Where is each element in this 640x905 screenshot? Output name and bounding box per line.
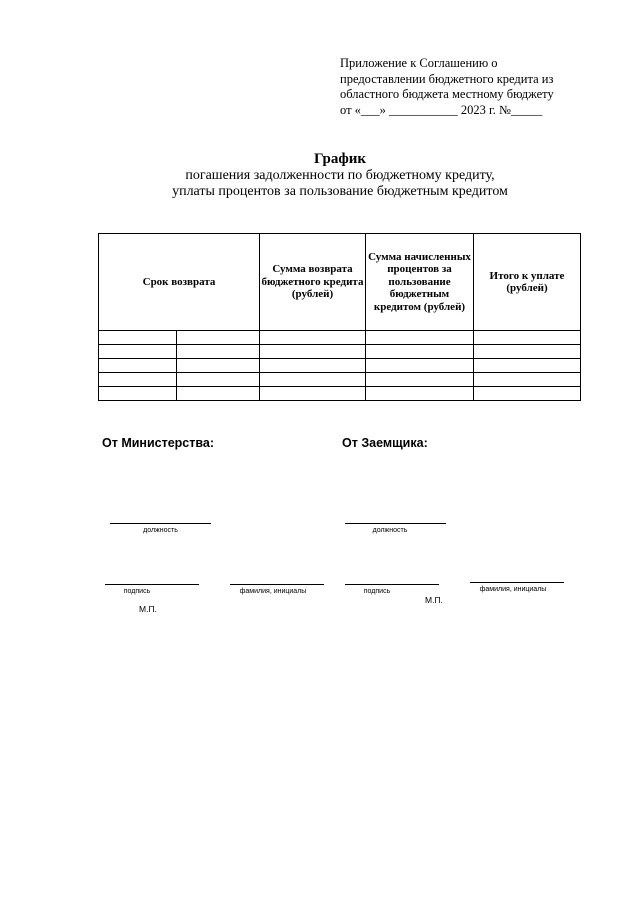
borrower-label: От Заемщика: xyxy=(342,436,428,450)
table-cell[interactable] xyxy=(260,345,366,359)
appendix-line: предоставлении бюджетного кредита из xyxy=(340,71,554,86)
header-due-date: Срок возврата xyxy=(99,234,260,331)
appendix-line: областного бюджета местному бюджету xyxy=(340,87,554,101)
table-cell[interactable] xyxy=(366,345,474,359)
ministry-position-line[interactable] xyxy=(110,523,211,524)
appendix-line: Приложение к Соглашению о xyxy=(340,56,498,70)
borrower-position-caption: должность xyxy=(372,527,408,534)
table-cell[interactable] xyxy=(366,359,474,373)
table-row xyxy=(99,373,581,387)
borrower-seal-mark: М.П. xyxy=(425,595,443,605)
table-cell[interactable] xyxy=(260,373,366,387)
table-cell[interactable] xyxy=(177,359,260,373)
table-cell[interactable] xyxy=(99,373,177,387)
table-row xyxy=(99,387,581,401)
table-cell[interactable] xyxy=(366,331,474,345)
table-cell[interactable] xyxy=(99,387,177,401)
table-cell[interactable] xyxy=(366,373,474,387)
table-cell[interactable] xyxy=(474,345,581,359)
table-row xyxy=(99,359,581,373)
table-header-row xyxy=(99,234,581,331)
table-cell[interactable] xyxy=(474,387,581,401)
header-total: Итого к уплате (рублей) xyxy=(474,234,581,331)
borrower-signature-line[interactable] xyxy=(345,584,439,585)
title-line-2: уплаты процентов за пользование бюджетным кредитом xyxy=(172,184,508,199)
table-cell[interactable] xyxy=(366,387,474,401)
ministry-name-line[interactable] xyxy=(230,584,324,585)
table-cell[interactable] xyxy=(177,345,260,359)
header-interest: Сумма начисленных процентов за пользование бюджетным кредитом (рублей) xyxy=(366,234,474,331)
ministry-position-caption: должность xyxy=(143,527,178,534)
table-cell[interactable] xyxy=(99,359,177,373)
table-row xyxy=(99,345,581,359)
table-cell[interactable] xyxy=(99,331,177,345)
borrower-signature-caption: подпись xyxy=(363,588,391,595)
borrower-name-line[interactable] xyxy=(470,582,564,583)
table-cell[interactable] xyxy=(260,387,366,401)
table-cell[interactable] xyxy=(474,373,581,387)
table-cell[interactable] xyxy=(177,331,260,345)
table-cell[interactable] xyxy=(177,387,260,401)
title-line-1: погашения задолженности по бюджетному кредиту, xyxy=(185,168,495,183)
ministry-signature-line[interactable] xyxy=(105,584,199,585)
table-cell[interactable] xyxy=(260,359,366,373)
ministry-signature-caption: подпись xyxy=(123,588,151,595)
document-title xyxy=(0,150,640,200)
title-main: График xyxy=(313,151,367,167)
appendix-line: от «___» ___________ 2023 г. №_____ xyxy=(340,102,543,117)
table-cell[interactable] xyxy=(474,359,581,373)
table-cell[interactable] xyxy=(99,345,177,359)
ministry-seal-mark: М.П. xyxy=(139,604,157,614)
borrower-name-caption: фамилия, инициалы xyxy=(479,586,547,593)
ministry-name-caption: фамилия, инициалы xyxy=(239,588,307,595)
header-principal: Сумма возврата бюджетного кредита (рублей) xyxy=(260,234,366,331)
repayment-schedule-table xyxy=(98,233,581,401)
table-cell[interactable] xyxy=(260,331,366,345)
borrower-position-line[interactable] xyxy=(345,523,446,524)
table-cell[interactable] xyxy=(177,373,260,387)
appendix-header xyxy=(340,56,580,118)
table-row xyxy=(99,331,581,345)
ministry-label: От Министерства: xyxy=(102,436,215,450)
table-cell[interactable] xyxy=(474,331,581,345)
